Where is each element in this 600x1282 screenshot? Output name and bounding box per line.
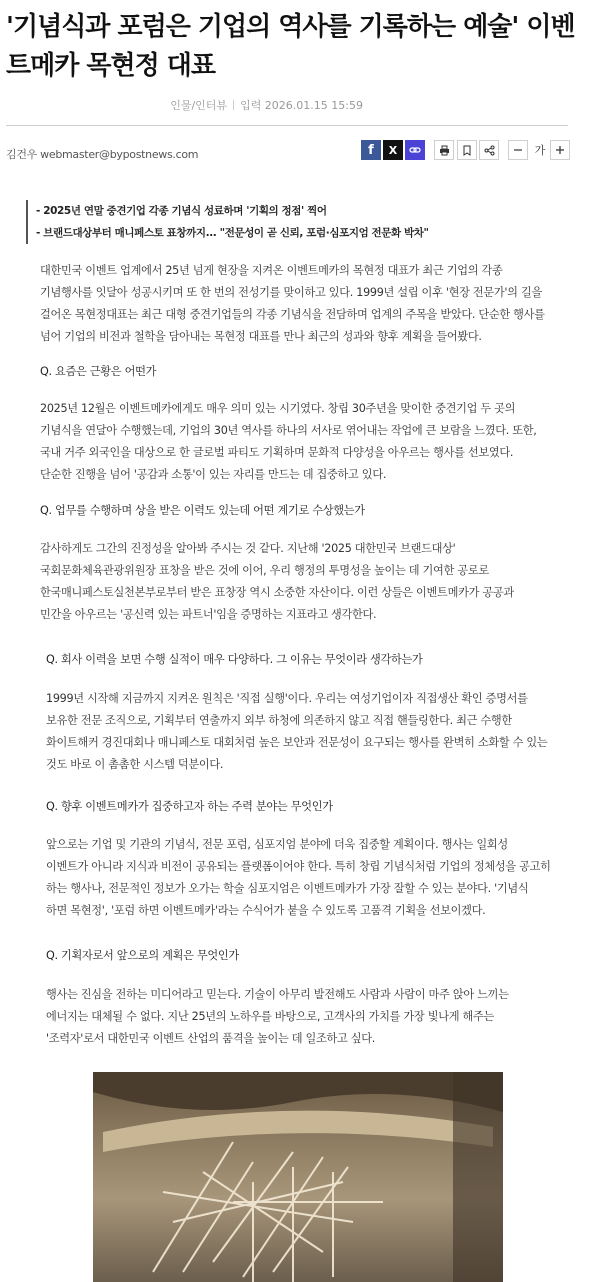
question-heading: Q. 요즘은 근황은 어떤가	[40, 365, 157, 378]
answer-paragraph: 행사는 진심을 전하는 미디어라고 믿는다. 기술이 아무리 발전해도 사람과 사람이 마주 앉아 느끼는 에너지는 대체될 수 없다. 지난 25년의 노하우를 바탕으로, 고객사의 가치를 가장 빛나게 해주는 '조력자'로서 대한민국 이벤트 산업의 품격을 높이는 데 일조하고 싶다.	[46, 988, 509, 1045]
answer-paragraph: 감사하게도 그간의 진정성을 알아봐 주시는 것 같다. 지난해 '2025 대한민국 브랜드대상' 국회문화체육관광위원장 표창을 받은 것에 이어, 우리 행정의 투명성을 높이는 데 기여한 공로로 한국매니페스토실천본부로부터 받은 표창장 역시 소중한 자산이다. 이런 상들은 이벤트메카가 공공과 민간을 아우르는 '공신력 있는 파트너'임을 증명하는 지표라고 생각한다.	[40, 542, 514, 621]
x-share-button[interactable]: X	[383, 140, 403, 160]
publish-date: 입력 2026.01.15 15:59	[240, 99, 363, 112]
share-button[interactable]	[479, 140, 499, 160]
byline: 김건우 webmaster@bypostnews.com	[6, 148, 199, 161]
share-icon	[484, 145, 495, 156]
copy-link-button[interactable]	[405, 140, 425, 160]
link-icon	[409, 144, 421, 156]
minus-icon	[513, 145, 523, 155]
question-heading: Q. 업무를 수행하며 상을 받은 이력도 있는데 어떤 계기로 수상했는가	[40, 504, 365, 517]
answer-paragraph: 앞으로는 기업 및 기관의 기념식, 전문 포럼, 심포지엄 분야에 더욱 집중할 계획이다. 행사는 일회성 이벤트가 아니라 지식과 비전이 공유되는 플랫폼이어야 한다. 특히 창립 기념식처럼 기업의 정체성을 공고히 하는 행사나, 전문적인 정보가 오가는 학술 심포지엄은 이벤트메카가 가장 잘할 수 있는 분야다. '기념식 하면 목현정', '포럼 하면 이벤트메카'라는 수식어가 붙을 수 있도록 고품격 기획을 선보이겠다.	[46, 838, 551, 917]
print-button[interactable]	[434, 140, 454, 160]
meta-divider	[233, 100, 234, 110]
header-divider	[6, 125, 568, 126]
category-label[interactable]: 인물/인터뷰	[170, 99, 228, 112]
answer-paragraph: 2025년 12월은 이벤트메카에게도 매우 의미 있는 시기였다. 창립 30주년을 맞이한 중견기업 두 곳의 기념식을 연달아 수행했는데, 기업의 30년 역사를 하나의 서사로 엮어내는 작업에 큰 보람을 느꼈다. 또한, 국내 거주 외국인을 대상으로 한 글로벌 파티도 기획하며 문화적 다양성을 아우르는 행사를 선보였다. 단순한 진행을 넘어 '공감과 소통'이 있는 자리를 만드는 데 집중하고 있다.	[40, 402, 537, 481]
printer-icon	[439, 145, 450, 156]
font-increase-button[interactable]	[550, 140, 570, 160]
font-size-label: 가	[530, 140, 550, 160]
question-heading: Q. 향후 이벤트메카가 집중하고자 하는 주력 분야는 무엇인가	[46, 800, 333, 813]
question-heading: Q. 기획자로서 앞으로의 계획은 무엇인가	[46, 949, 239, 962]
summary-line: - 브랜드대상부터 매니페스토 표창까지... "전문성이 곧 신뢰, 포럼·심포지엄 전문화 박차"	[36, 227, 429, 239]
font-decrease-button[interactable]	[508, 140, 528, 160]
article-title: '기념식과 포럼은 기업의 역사를 기록하는 예술' 이벤트메카 목현정 대표	[6, 12, 575, 81]
answer-paragraph: 1999년 시작해 지금까지 지켜온 원칙은 '직접 실행'이다. 우리는 여성기업이자 직접생산 확인 증명서를 보유한 전문 조직으로, 기획부터 연출까지 외부 하청에 의존하지 않고 직접 핸들링한다. 최근 수행한 화이트해커 경진대회나 매니페스토 대회처럼 높은 보안과 전문성이 요구되는 행사를 완벽히 소화할 수 있는 것도 바로 이 촘촘한 시스템 덕분이다.	[46, 692, 548, 771]
article-meta	[170, 97, 363, 113]
summary-line: - 2025년 연말 중견기업 각종 기념식 성료하며 '기획의 정점' 찍어	[36, 205, 327, 217]
article-photo	[93, 1072, 503, 1282]
bookmark-icon	[462, 145, 472, 156]
facebook-share-button[interactable]: f	[361, 140, 381, 160]
intro-paragraph: 대한민국 이벤트 업계에서 25년 넘게 현장을 지켜온 이벤트메카의 목현정 대표가 최근 기업의 각종 기념행사를 잇달아 성공시키며 또 한 번의 전성기를 맞이하고 있다. 1999년 설립 이후 '현장 전문가'의 길을 걸어온 목현정대표는 최근 대형 중견기업들의 각종 기념식을 전담하며 업계의 주목을 받았다. 단순한 행사를 넘어 기업의 비전과 철학을 담아내는 목현정 대표를 만나 최근의 성과와 향후 계획을 들어봤다.	[40, 264, 545, 343]
bookmark-button[interactable]	[457, 140, 477, 160]
question-heading: Q. 회사 이력을 보면 수행 실적이 매우 다양하다. 그 이유는 무엇이라 생각하는가	[46, 653, 423, 666]
plus-icon	[555, 145, 565, 155]
article-summary	[26, 200, 429, 244]
